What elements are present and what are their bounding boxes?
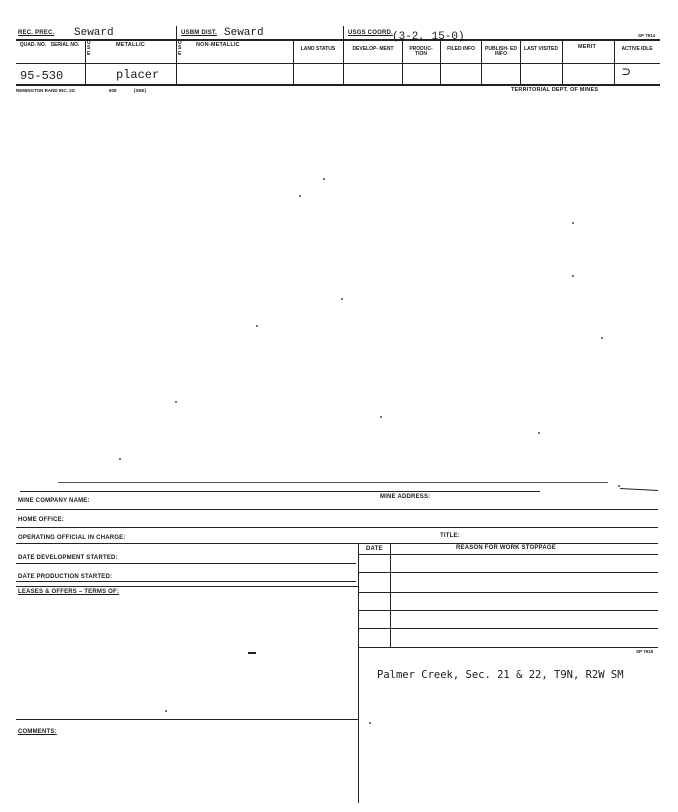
location-text: Palmer Creek, Sec. 21 & 22, T9N, R2W SM — [377, 669, 624, 681]
mine-company-name-label: MINE COMPANY NAME: — [18, 498, 90, 504]
mine-address-label: MINE ADDRESS: — [380, 494, 431, 500]
form-number-2: SP 7915 — [636, 649, 654, 654]
comments-label: COMMENTS: — [18, 729, 57, 735]
col-active-idle: ACTIVE IDLE — [621, 46, 653, 52]
col-last-visited: LAST VISITED — [524, 46, 558, 52]
department-name: TERRITORIAL DEPT. OF MINES — [511, 87, 599, 93]
reason-col-header: REASON FOR WORK STOPPAGE — [456, 545, 556, 551]
ink-dash — [248, 652, 256, 654]
operating-official-label: OPERATING OFFICIAL IN CHARGE: — [18, 535, 126, 541]
col-development: DEVELOP- MENT — [352, 46, 394, 52]
active-idle-mark: ⊃ — [622, 65, 631, 81]
leases-offers-label: LEASES & OFFERS – TERMS OF: — [18, 589, 120, 595]
col-non-metallic: NON-METALLIC — [196, 42, 240, 48]
title-label: TITLE: — [440, 533, 460, 539]
usgs-coord-value: (3-2, 15-0) — [392, 31, 465, 43]
col-serial-no: SERIAL NO. — [50, 42, 80, 48]
col-land-status: LAND STATUS — [300, 46, 336, 52]
home-office-label: HOME OFFICE: — [18, 517, 65, 523]
col-merit: MERIT — [578, 44, 597, 50]
usbm-dist-value: Seward — [224, 27, 264, 39]
col-use-metallic: U S E — [87, 40, 91, 57]
usbm-dist-label: USBM DIST. — [181, 30, 218, 36]
printer-code-2: (SEE) — [134, 88, 147, 93]
date-production-started-label: DATE PRODUCTION STARTED: — [18, 574, 113, 580]
col-filed-info: FILED INFO — [447, 46, 475, 52]
printer-code-1: 608 — [109, 88, 117, 93]
date-development-started-label: DATE DEVELOPMENT STARTED: — [18, 555, 118, 561]
printer-imprint: REMINGTON RAND INC. 2G — [16, 88, 76, 93]
rec-prec-label: REC. PREC. — [18, 30, 55, 36]
quad-serial-value: 95-530 — [20, 69, 64, 83]
col-metallic: METALLIC — [116, 42, 145, 48]
rec-prec-value: Seward — [74, 27, 114, 39]
col-production: PRODUC- TION — [409, 46, 433, 58]
col-use-non-metallic: U S E — [178, 40, 182, 57]
col-quad-no: QUAD. NO. — [19, 42, 47, 48]
usgs-coord-label: USGS COORD. — [348, 30, 393, 36]
date-col-header: DATE — [366, 546, 383, 552]
metallic-value: placer — [116, 68, 160, 82]
col-published-info: PUBLISH- ED INFO — [485, 46, 517, 58]
form-number: SP 7914 — [638, 33, 656, 38]
